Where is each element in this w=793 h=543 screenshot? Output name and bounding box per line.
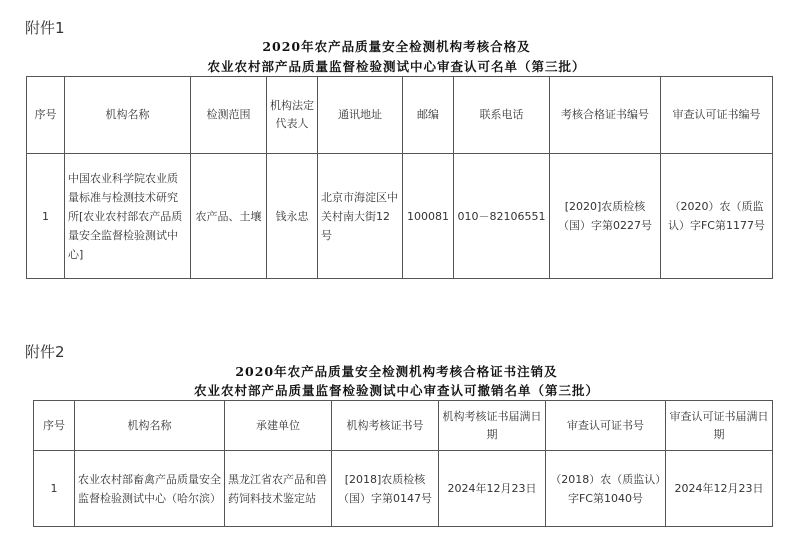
- col-header-cert-no: 考核合格证书编号: [550, 77, 661, 154]
- table-header-row: [34, 401, 773, 451]
- attachment-2-table: [33, 400, 773, 527]
- cell-postcode: 100081: [403, 154, 454, 279]
- cell-builder: 黑龙江省农产品和兽药饲料技术鉴定站: [225, 451, 332, 527]
- cell-address: 北京市海淀区中关村南大街12号: [318, 154, 403, 279]
- col-header-no: 序号: [34, 401, 75, 451]
- cell-name: 中国农业科学院农业质量标准与检测技术研究所[农业农村部农产品质量安全监督检验测试中心]: [65, 154, 191, 279]
- cell-representative: 钱永忠: [267, 154, 318, 279]
- col-header-phone: 联系电话: [454, 77, 550, 154]
- col-header-address: 通讯地址: [318, 77, 403, 154]
- cell-approval-no: （2020）农（质监认）字FC第1177号: [661, 154, 773, 279]
- attachment-1-label: 附件1: [25, 19, 65, 37]
- col-header-name: 机构名称: [75, 401, 225, 451]
- table-header-row: [27, 77, 773, 154]
- cell-no: 1: [27, 154, 65, 279]
- col-header-representative: 机构法定代表人: [267, 77, 318, 154]
- col-header-name: 机构名称: [65, 77, 191, 154]
- col-header-builder: 承建单位: [225, 401, 332, 451]
- attachment-2-label: 附件2: [25, 343, 65, 361]
- col-header-cert-no: 机构考核证书号: [332, 401, 439, 451]
- col-header-no: 序号: [27, 77, 65, 154]
- attachment-2-title-line2: 农业农村部产品质量监督检验测试中心审查认可撤销名单（第三批）: [193, 383, 599, 398]
- attachment-1-title-line2: 农业农村部产品质量监督检验测试中心审查认可名单（第三批）: [207, 59, 586, 74]
- cell-approval-no: （2018）农（质监认）字FC第1040号: [546, 451, 666, 527]
- cell-phone: 010－82106551: [454, 154, 550, 279]
- cell-no: 1: [34, 451, 75, 527]
- cell-cert-no: [2020]农质检核（国）字第0227号: [550, 154, 661, 279]
- table-row: [27, 154, 773, 279]
- cell-name: 农业农村部畜禽产品质量安全监督检验测试中心（哈尔滨）: [75, 451, 225, 527]
- col-header-postcode: 邮编: [403, 77, 454, 154]
- cell-approval-expiry: 2024年12月23日: [666, 451, 773, 527]
- col-header-scope: 检测范围: [191, 77, 267, 154]
- attachment-2-title-line1: 2020年农产品质量安全检测机构考核合格证书注销及: [235, 364, 558, 379]
- col-header-approval-expiry: 审查认可证书届满日期: [666, 401, 773, 451]
- col-header-approval-no: 审查认可证书号: [546, 401, 666, 451]
- table-row: [34, 451, 773, 527]
- cell-scope: 农产品、土壤: [191, 154, 267, 279]
- col-header-cert-expiry: 机构考核证书届满日期: [439, 401, 546, 451]
- cell-cert-no: [2018]农质检核（国）字第0147号: [332, 451, 439, 527]
- attachment-1-title-line1: 2020年农产品质量安全检测机构考核合格及: [262, 39, 531, 54]
- attachment-1-table: [26, 76, 773, 279]
- col-header-approval-no: 审查认可证书编号: [661, 77, 773, 154]
- cell-cert-expiry: 2024年12月23日: [439, 451, 546, 527]
